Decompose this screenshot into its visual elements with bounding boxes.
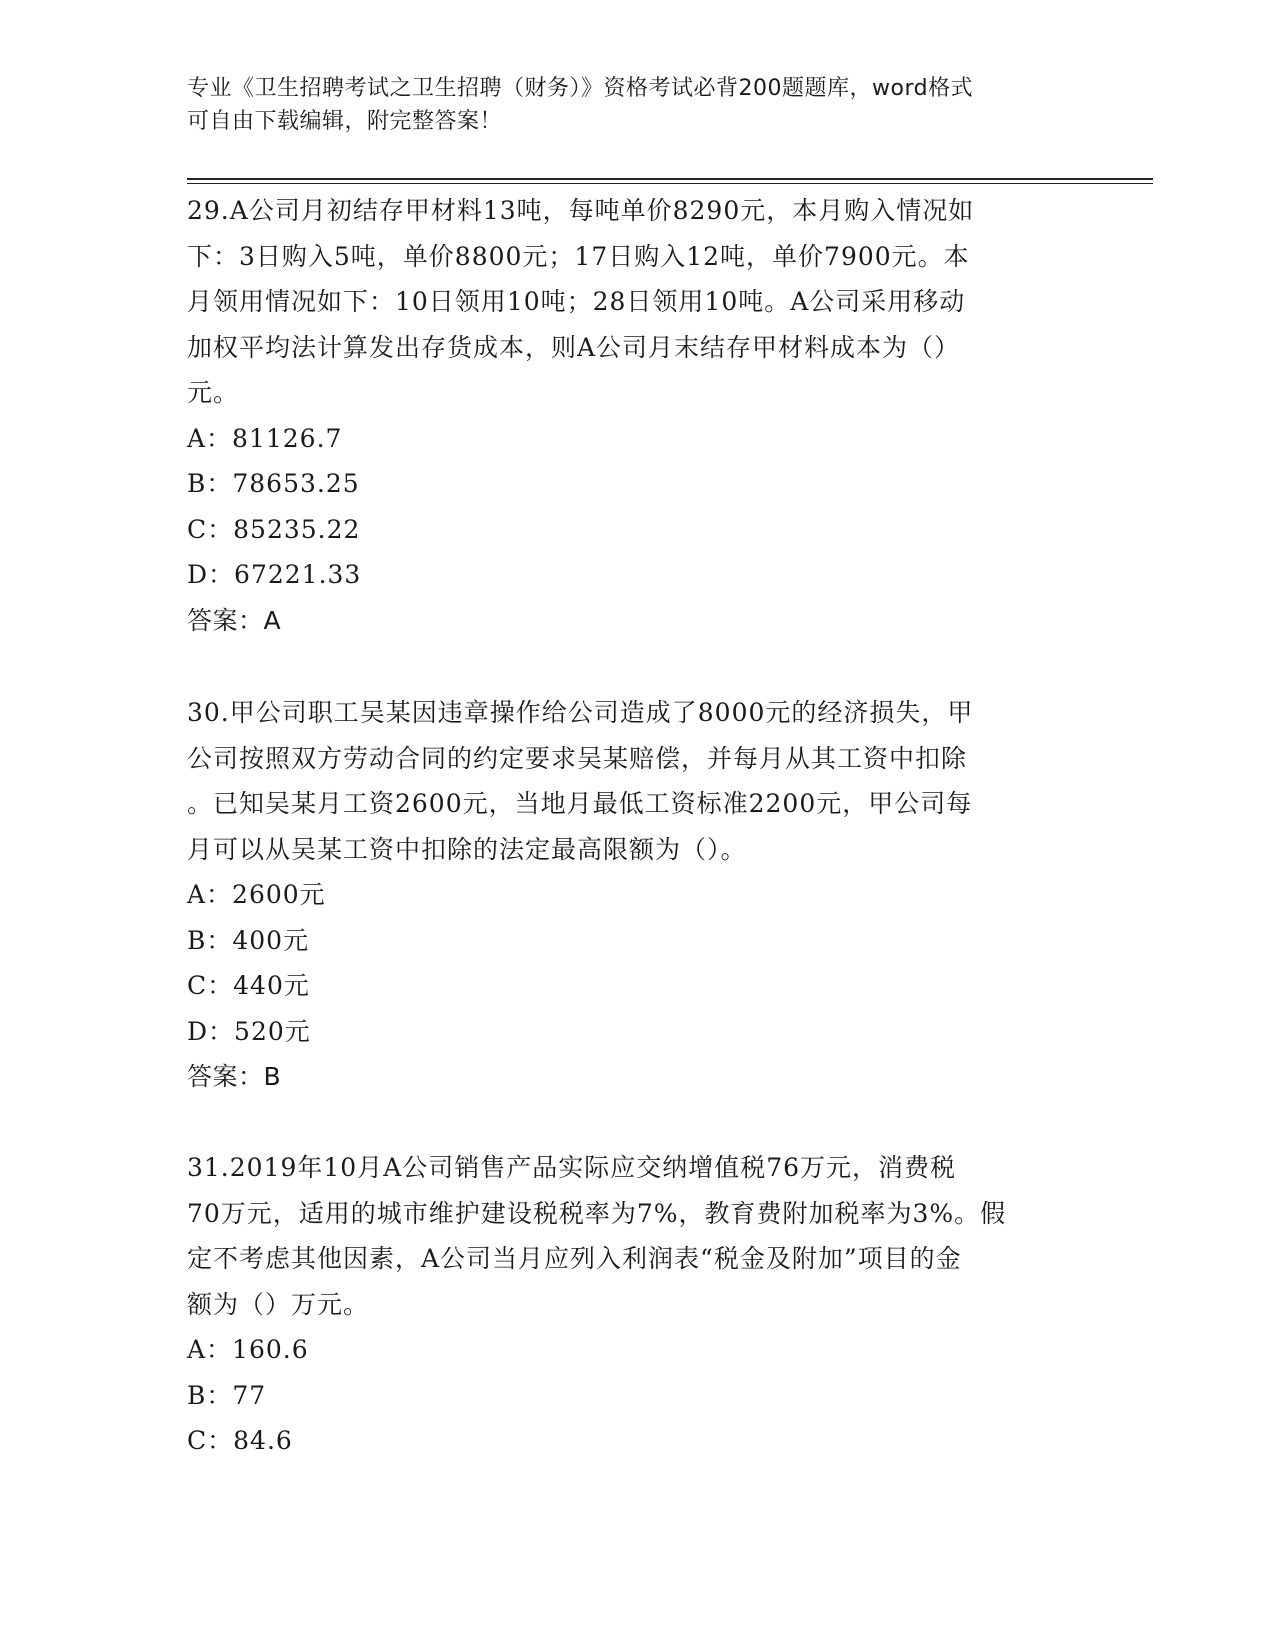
question-31 bbox=[187, 1145, 1087, 1464]
option-d: D：67221.33 bbox=[187, 560, 362, 589]
option-b: B：400元 bbox=[187, 925, 310, 955]
option-a: A：81126.7 bbox=[187, 423, 343, 453]
header-divider-thin bbox=[187, 183, 1153, 184]
question-line: 30.甲公司职工吴某因违章操作给公司造成了8000元的经济损失，甲 bbox=[187, 698, 974, 727]
question-line: 29.A公司月初结存甲材料13吨，每吨单价8290元，本月购入情况如 bbox=[187, 196, 975, 225]
document-header bbox=[187, 72, 1087, 138]
option-c: C：85235.22 bbox=[187, 514, 361, 544]
answer-label: 答案：B bbox=[187, 1062, 282, 1091]
question-line: 月领用情况如下：10日领用10吨；28日领用10吨。A公司采用移动 bbox=[187, 287, 966, 316]
question-line: 定不考虑其他因素，A公司当月应列入利润表“税金及附加”项目的金 bbox=[187, 1244, 962, 1273]
question-line: 元。 bbox=[187, 378, 240, 407]
question-line: 额为（）万元。 bbox=[187, 1289, 370, 1319]
question-text bbox=[187, 1145, 1087, 1327]
question-text bbox=[187, 188, 1087, 416]
header-line-1: 专业《卫生招聘考试之卫生招聘（财务）》资格考试必背200题题库，word格式 bbox=[187, 76, 974, 101]
question-line: 月可以从吴某工资中扣除的法定最高限额为（）。 bbox=[187, 834, 747, 864]
question-line: 70万元，适用的城市维护建设税税率为7%，教育费附加税率为3%。假 bbox=[187, 1198, 1007, 1228]
question-30 bbox=[187, 690, 1087, 1100]
header-line-2: 可自由下载编辑，附完整答案！ bbox=[187, 109, 503, 134]
question-line: 公司按照双方劳动合同的约定要求吴某赔偿，并每月从其工资中扣除 bbox=[187, 743, 968, 773]
option-c: C：84.6 bbox=[187, 1426, 293, 1455]
question-line: 31.2019年10月A公司销售产品实际应交纳增值税76万元，消费税 bbox=[187, 1153, 957, 1182]
option-b: B：77 bbox=[187, 1380, 267, 1410]
answer-label: 答案：A bbox=[187, 605, 282, 635]
option-d: D：520元 bbox=[187, 1016, 311, 1046]
option-c: C：440元 bbox=[187, 971, 310, 1000]
question-29 bbox=[187, 188, 1087, 643]
question-text bbox=[187, 690, 1087, 872]
option-a: A：160.6 bbox=[187, 1335, 309, 1364]
question-line: 加权平均法计算发出存货成本，则A公司月末结存甲材料成本为（） bbox=[187, 332, 961, 362]
header-divider-thick bbox=[187, 178, 1153, 180]
option-a: A：2600元 bbox=[187, 880, 326, 909]
option-b: B：78653.25 bbox=[187, 469, 360, 498]
question-line: 。已知吴某月工资2600元，当地月最低工资标准2200元，甲公司每 bbox=[187, 789, 973, 818]
question-line: 下：3日购入5吨，单价8800元；17日购入12吨，单价7900元。本 bbox=[187, 241, 970, 271]
